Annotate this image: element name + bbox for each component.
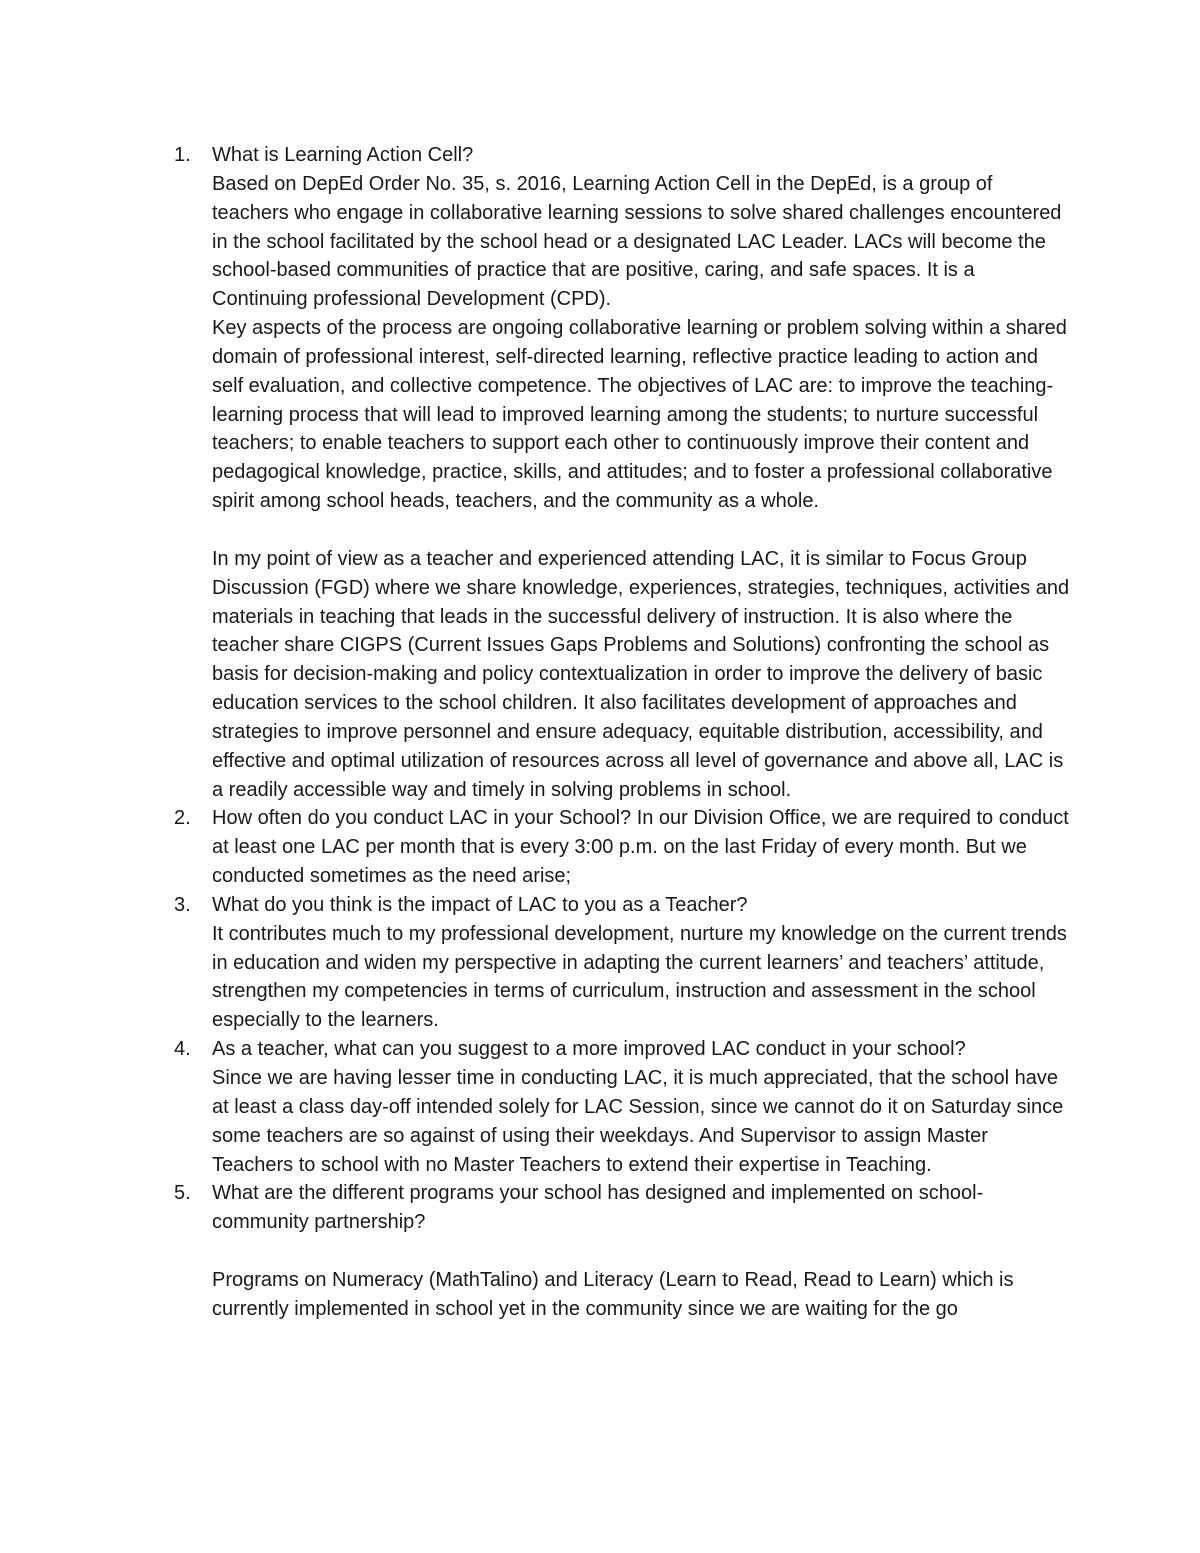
- answer-paragraph: Programs on Numeracy (MathTalino) and Literacy (Learn to Read, Read to Learn) which is currently implemented in school yet in the community since we are waiting for the go: [212, 1268, 1014, 1320]
- list-item-1: [174, 141, 1072, 804]
- question-text: How often do you conduct LAC in your School? In our Division Office, we are required to conduct at least one LAC per month that is every 3:00 p.m. on the last Friday of every month. But we conducted sometimes as the need arise;: [212, 807, 1069, 888]
- item-number: 5.: [174, 1182, 191, 1205]
- document-body: [174, 141, 1072, 1324]
- question-text: What is Learning Action Cell?: [212, 144, 474, 166]
- answer-paragraph: In my point of view as a teacher and experienced attending LAC, it is similar to Focus Group Discussion (FGD) where we share knowledge, experiences, strategies, techniques, activities and materials in teaching that leads in the successful delivery of instruction. It is also where the teacher share CIGPS (Current Issues Gaps Problems and Solutions) confronting the school as basis for decision-making and policy contextualization in order to improve the delivery of basic education services to the school children. It also facilitates development of approaches and strategies to improve personnel and ensure adequacy, equitable distribution, accessibility, and effective and optimal utilization of resources across all level of governance and above all, LAC is a readily accessible way and timely in solving problems in school.: [212, 547, 1070, 801]
- question-text: What are the different programs your school has designed and implemented on school-community partnership?: [212, 1182, 984, 1234]
- answer-paragraph: Key aspects of the process are ongoing collaborative learning or problem solving within a shared domain of professional interest, self-directed learning, reflective practice leading to action and self evaluation, and collective competence. The objectives of LAC are: to improve the teaching-learning process that will lead to improved learning among the students; to nurture successful teachers; to enable teachers to support each other to continuously improve their content and pedagogical knowledge, practice, skills, and attitudes; and to foster a professional collaborative spirit among school heads, teachers, and the community as a whole.: [212, 317, 1067, 513]
- answer-paragraph: It contributes much to my professional development, nurture my knowledge on the current trends in education and widen my perspective in adapting the current learners’ and teachers’ attitude, strengthen my competencies in terms of curriculum, instruction and assessment in the school especially to the learners.: [212, 922, 1067, 1032]
- answer-paragraph: Based on DepEd Order No. 35, s. 2016, Learning Action Cell in the DepEd, is a group of teachers who engage in collaborative learning sessions to solve shared challenges encountered in the school facilitated by the school head or a designated LAC Leader. LACs will become the school-based communities of practice that are positive, caring, and safe spaces. It is a Continuing professional Development (CPD).: [212, 172, 1062, 311]
- list-item-3: [174, 891, 1072, 1035]
- question-text: What do you think is the impact of LAC to you as a Teacher?: [212, 893, 748, 916]
- item-number: 1.: [174, 144, 191, 166]
- list-item-4: [174, 1035, 1072, 1179]
- answer-paragraph: Since we are having lesser time in conducting LAC, it is much appreciated, that the school have at least a class day-off intended solely for LAC Session, since we cannot do it on Saturday since some teachers are so against of using their weekdays. And Supervisor to assign Master Teachers to school with no Master Teachers to extend their expertise in Teaching.: [212, 1067, 1064, 1176]
- question-text: As a teacher, what can you suggest to a more improved LAC conduct in your school?: [212, 1038, 966, 1061]
- blank-line: [212, 1237, 1072, 1266]
- blank-line: [212, 516, 1072, 545]
- list-item-2: [174, 804, 1072, 891]
- item-number: 4.: [174, 1038, 191, 1061]
- item-number: 2.: [174, 807, 191, 830]
- item-number: 3.: [174, 893, 191, 916]
- list-item-5: [174, 1179, 1072, 1323]
